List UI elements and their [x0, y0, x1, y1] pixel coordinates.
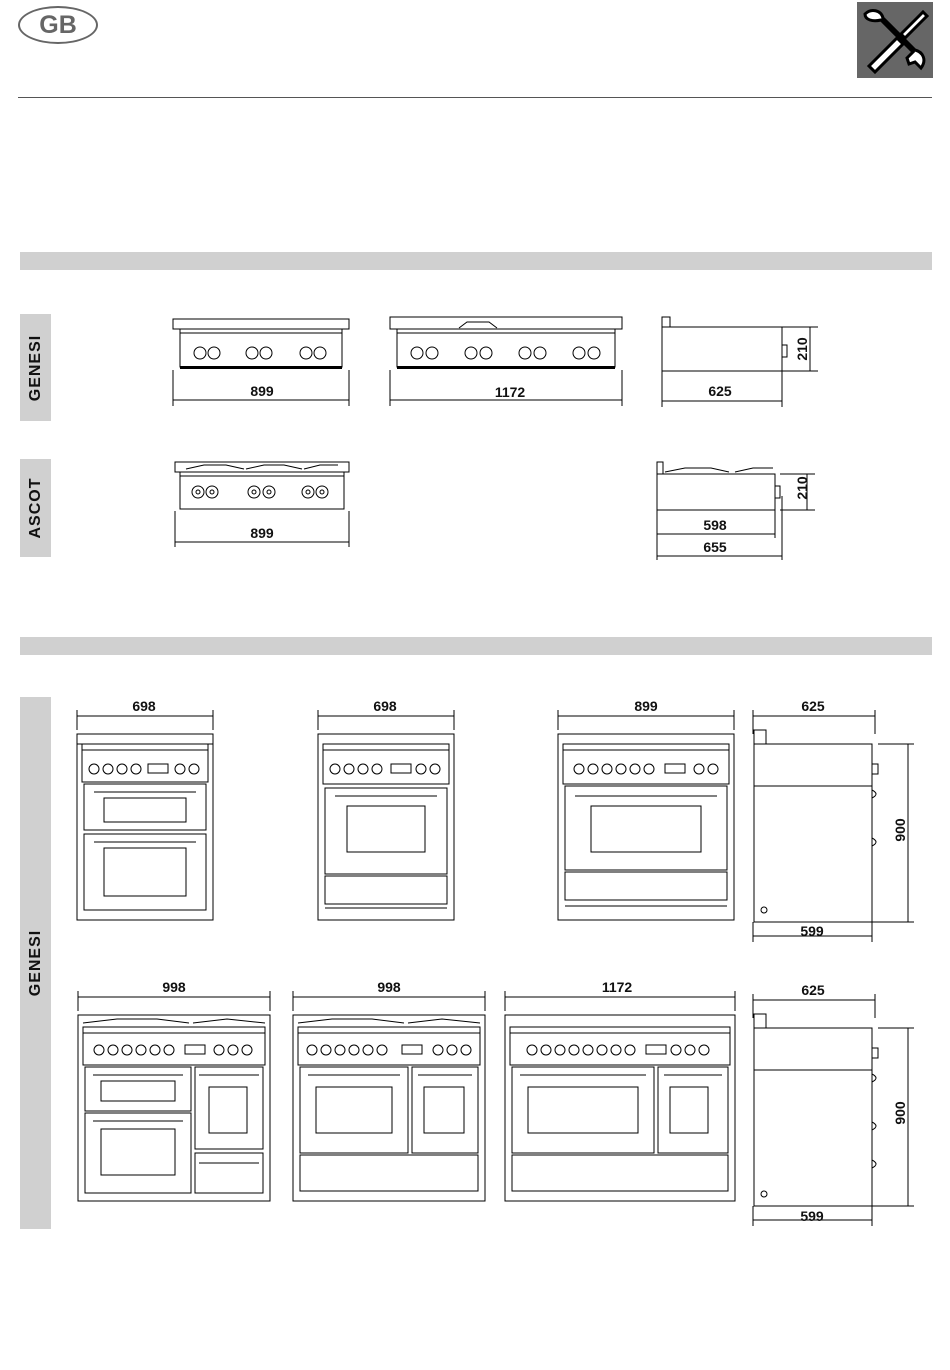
dim-cooker-r1-height-900: 900	[892, 818, 908, 842]
cooker-r1b-drawing	[317, 710, 455, 922]
dim-cooker-r2a-998: 998	[162, 979, 186, 995]
dim-genesi-hob-1172: 1172	[494, 384, 526, 400]
dim-cooker-r2c-1172: 1172	[601, 979, 633, 995]
dim-cooker-r1c-899: 899	[634, 698, 658, 714]
tab-genesi-cookers: GENESI	[20, 697, 51, 1229]
header-rule	[18, 97, 932, 98]
dim-cooker-r1b-698: 698	[373, 698, 397, 714]
hob-genesi-1172-drawing	[389, 316, 623, 370]
dim-ascot-hob-899: 899	[250, 525, 274, 541]
hob-ascot-899-drawing	[174, 461, 350, 511]
dim-cooker-r1-side-599: 599	[800, 923, 824, 939]
dim-genesi-hob-899: 899	[250, 383, 274, 399]
wrench-screwdriver-icon	[857, 2, 933, 78]
cooker-r2a-drawing	[77, 991, 271, 1203]
dim-genesi-hob-depth-625: 625	[708, 383, 732, 399]
dim-cooker-r2-side-599: 599	[800, 1208, 824, 1224]
dim-ascot-hob-depth-655: 655	[703, 539, 727, 555]
dim-cooker-r2-height-900: 900	[892, 1101, 908, 1125]
dim-genesi-hob-height-210: 210	[794, 337, 810, 361]
dim-ascot-hob-depth-598: 598	[703, 517, 727, 533]
cooker-r1a-drawing	[76, 710, 214, 922]
dim-cooker-r2b-998: 998	[377, 979, 401, 995]
hob-genesi-side-drawing	[660, 315, 820, 407]
cooker-r2c-drawing	[504, 991, 736, 1203]
section-bar-hobs	[20, 252, 932, 270]
dim-cooker-r1-side-625: 625	[801, 698, 825, 714]
dim-cooker-r2-side-625: 625	[801, 982, 825, 998]
hob-ascot-side-drawing	[655, 460, 820, 560]
language-badge: GB	[18, 6, 98, 44]
dim-ascot-hob-height-210: 210	[794, 476, 810, 500]
dim-cooker-r1a-698: 698	[132, 698, 156, 714]
cooker-r1c-drawing	[557, 710, 735, 922]
hob-genesi-899-drawing	[172, 318, 350, 370]
tab-genesi-hobs: GENESI	[20, 314, 51, 421]
tab-ascot-hobs: ASCOT	[20, 459, 51, 557]
cooker-r2b-drawing	[292, 991, 486, 1203]
section-bar-cookers	[20, 637, 932, 655]
